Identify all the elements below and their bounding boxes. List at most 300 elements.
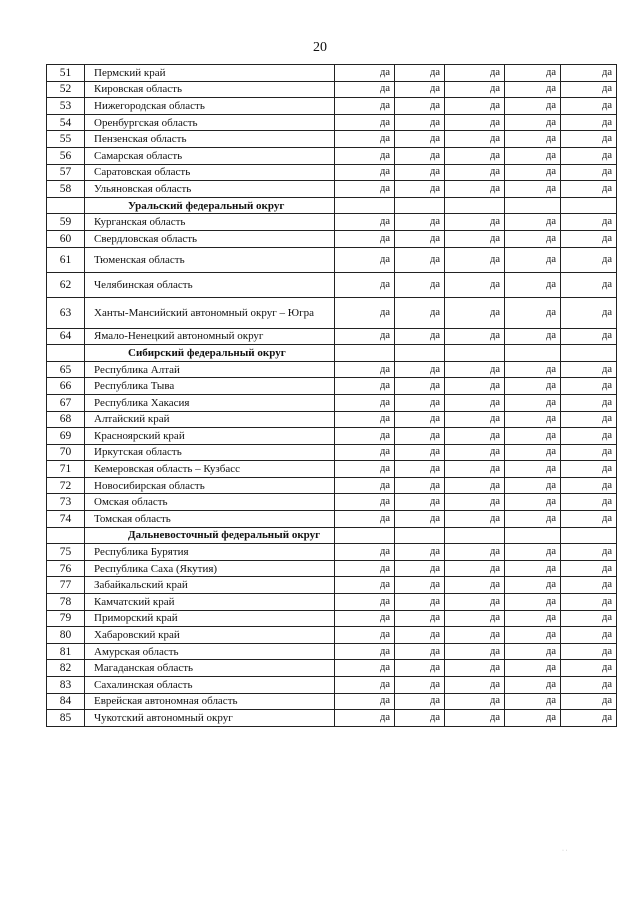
row-number: 76: [47, 560, 85, 577]
value-cell: да: [445, 98, 505, 115]
region-name: Иркутская область: [85, 444, 335, 461]
value-cell: да: [445, 164, 505, 181]
value-cell: да: [445, 328, 505, 345]
region-name: Нижегородская область: [85, 98, 335, 115]
value-cell: да: [445, 660, 505, 677]
table-row: [47, 114, 617, 131]
value-cell: да: [395, 411, 445, 428]
value-cell: да: [561, 461, 617, 478]
value-cell: да: [561, 114, 617, 131]
value-cell: да: [505, 247, 561, 272]
value-cell: да: [335, 544, 395, 561]
value-cell: да: [505, 660, 561, 677]
row-number: 65: [47, 361, 85, 378]
value-cell: да: [561, 81, 617, 98]
value-cell: да: [335, 444, 395, 461]
value-cell: да: [505, 627, 561, 644]
table-row: [47, 378, 617, 395]
value-cell: да: [505, 494, 561, 511]
value-cell: да: [335, 394, 395, 411]
value-cell: да: [445, 247, 505, 272]
value-cell: да: [395, 560, 445, 577]
table-row: [47, 247, 617, 272]
value-cell: да: [445, 230, 505, 247]
value-cell: да: [335, 98, 395, 115]
row-number: 59: [47, 214, 85, 231]
region-name: Пензенская область: [85, 131, 335, 148]
value-cell: да: [395, 627, 445, 644]
value-cell: да: [335, 272, 395, 297]
regions-table-body: [47, 65, 617, 727]
value-cell: да: [335, 594, 395, 611]
table-row: [47, 65, 617, 82]
value-cell: да: [395, 81, 445, 98]
row-number: 66: [47, 378, 85, 395]
value-cell: да: [395, 230, 445, 247]
table-row: [47, 98, 617, 115]
value-cell: да: [505, 577, 561, 594]
value-cell: да: [561, 147, 617, 164]
value-cell: да: [561, 444, 617, 461]
value-cell: да: [445, 65, 505, 82]
section-empty-cell: [395, 527, 445, 544]
regions-table: [46, 64, 617, 727]
table-row: [47, 594, 617, 611]
row-number: 64: [47, 328, 85, 345]
value-cell: да: [561, 247, 617, 272]
value-cell: да: [561, 394, 617, 411]
row-number: 57: [47, 164, 85, 181]
section-header-row: [47, 527, 617, 544]
section-empty-cell: [395, 197, 445, 214]
value-cell: да: [505, 594, 561, 611]
value-cell: да: [505, 297, 561, 328]
value-cell: да: [395, 643, 445, 660]
value-cell: да: [395, 594, 445, 611]
region-name: Приморский край: [85, 610, 335, 627]
value-cell: да: [445, 394, 505, 411]
value-cell: да: [395, 610, 445, 627]
value-cell: да: [561, 98, 617, 115]
value-cell: да: [445, 610, 505, 627]
value-cell: да: [395, 114, 445, 131]
row-number: 60: [47, 230, 85, 247]
value-cell: да: [445, 693, 505, 710]
row-number: 77: [47, 577, 85, 594]
table-row: [47, 494, 617, 511]
row-number: 84: [47, 693, 85, 710]
region-name: Республика Алтай: [85, 361, 335, 378]
value-cell: да: [505, 610, 561, 627]
value-cell: да: [335, 361, 395, 378]
value-cell: да: [395, 494, 445, 511]
value-cell: да: [561, 272, 617, 297]
table-row: [47, 81, 617, 98]
value-cell: да: [335, 477, 395, 494]
value-cell: да: [561, 328, 617, 345]
row-number: 82: [47, 660, 85, 677]
value-cell: да: [445, 461, 505, 478]
value-cell: да: [445, 594, 505, 611]
row-number: 83: [47, 677, 85, 694]
table-row: [47, 643, 617, 660]
scan-artifact: · ·: [562, 848, 568, 854]
value-cell: да: [335, 247, 395, 272]
value-cell: да: [445, 494, 505, 511]
value-cell: да: [505, 147, 561, 164]
table-row: [47, 214, 617, 231]
value-cell: да: [505, 272, 561, 297]
section-empty-cell: [335, 197, 395, 214]
value-cell: да: [335, 147, 395, 164]
value-cell: да: [445, 710, 505, 727]
value-cell: да: [335, 511, 395, 528]
region-name: Новосибирская область: [85, 477, 335, 494]
section-empty-cell: [561, 527, 617, 544]
value-cell: да: [505, 181, 561, 198]
region-name: Забайкальский край: [85, 577, 335, 594]
value-cell: да: [395, 272, 445, 297]
row-number: 63: [47, 297, 85, 328]
value-cell: да: [445, 477, 505, 494]
row-number: 55: [47, 131, 85, 148]
row-number: 53: [47, 98, 85, 115]
region-name: Омская область: [85, 494, 335, 511]
table-row: [47, 710, 617, 727]
value-cell: да: [445, 560, 505, 577]
table-row: [47, 428, 617, 445]
value-cell: да: [561, 544, 617, 561]
row-number: 73: [47, 494, 85, 511]
row-number: 75: [47, 544, 85, 561]
value-cell: да: [335, 627, 395, 644]
value-cell: да: [395, 328, 445, 345]
value-cell: да: [445, 643, 505, 660]
value-cell: да: [445, 297, 505, 328]
value-cell: да: [561, 65, 617, 82]
section-empty-cell: [561, 197, 617, 214]
table-row: [47, 511, 617, 528]
value-cell: да: [445, 131, 505, 148]
value-cell: да: [561, 577, 617, 594]
row-number: 85: [47, 710, 85, 727]
value-cell: да: [505, 230, 561, 247]
row-number: 62: [47, 272, 85, 297]
value-cell: да: [561, 627, 617, 644]
value-cell: да: [335, 494, 395, 511]
value-cell: да: [395, 693, 445, 710]
row-number: 80: [47, 627, 85, 644]
region-name: Сахалинская область: [85, 677, 335, 694]
table-row: [47, 660, 617, 677]
region-name: Томская область: [85, 511, 335, 528]
value-cell: да: [395, 710, 445, 727]
section-num-cell: [47, 197, 85, 214]
row-number: 74: [47, 511, 85, 528]
value-cell: да: [335, 131, 395, 148]
value-cell: да: [445, 81, 505, 98]
value-cell: да: [561, 361, 617, 378]
row-number: 54: [47, 114, 85, 131]
value-cell: да: [505, 511, 561, 528]
value-cell: да: [395, 660, 445, 677]
table-row: [47, 577, 617, 594]
value-cell: да: [505, 394, 561, 411]
section-empty-cell: [445, 345, 505, 362]
value-cell: да: [445, 114, 505, 131]
section-empty-cell: [445, 527, 505, 544]
value-cell: да: [505, 65, 561, 82]
value-cell: да: [395, 164, 445, 181]
region-name: Республика Хакасия: [85, 394, 335, 411]
value-cell: да: [505, 81, 561, 98]
value-cell: да: [445, 411, 505, 428]
value-cell: да: [561, 428, 617, 445]
value-cell: да: [395, 577, 445, 594]
value-cell: да: [505, 461, 561, 478]
value-cell: да: [561, 494, 617, 511]
row-number: 58: [47, 181, 85, 198]
section-empty-cell: [561, 345, 617, 362]
value-cell: да: [505, 477, 561, 494]
table-row: [47, 164, 617, 181]
region-name: Республика Тыва: [85, 378, 335, 395]
value-cell: да: [395, 247, 445, 272]
value-cell: да: [335, 560, 395, 577]
value-cell: да: [395, 511, 445, 528]
value-cell: да: [445, 444, 505, 461]
region-name: Челябинская область: [85, 272, 335, 297]
region-name: Ямало-Ненецкий автономный округ: [85, 328, 335, 345]
table-row: [47, 477, 617, 494]
table-row: [47, 272, 617, 297]
value-cell: да: [561, 230, 617, 247]
section-empty-cell: [505, 197, 561, 214]
section-title: Сибирский федеральный округ: [85, 345, 335, 362]
value-cell: да: [445, 361, 505, 378]
row-number: 81: [47, 643, 85, 660]
region-name: Саратовская область: [85, 164, 335, 181]
value-cell: да: [505, 164, 561, 181]
value-cell: да: [561, 214, 617, 231]
value-cell: да: [395, 428, 445, 445]
value-cell: да: [505, 378, 561, 395]
section-num-cell: [47, 345, 85, 362]
table-row: [47, 610, 617, 627]
region-name: Алтайский край: [85, 411, 335, 428]
value-cell: да: [445, 272, 505, 297]
value-cell: да: [445, 577, 505, 594]
value-cell: да: [335, 328, 395, 345]
value-cell: да: [395, 677, 445, 694]
value-cell: да: [505, 444, 561, 461]
table-row: [47, 677, 617, 694]
value-cell: да: [561, 693, 617, 710]
row-number: 70: [47, 444, 85, 461]
value-cell: да: [445, 378, 505, 395]
value-cell: да: [445, 181, 505, 198]
value-cell: да: [561, 677, 617, 694]
section-num-cell: [47, 527, 85, 544]
value-cell: да: [395, 378, 445, 395]
value-cell: да: [395, 394, 445, 411]
value-cell: да: [335, 181, 395, 198]
region-name: Хабаровский край: [85, 627, 335, 644]
section-header-row: [47, 197, 617, 214]
page-number: 20: [313, 40, 327, 55]
value-cell: да: [505, 328, 561, 345]
region-name: Амурская область: [85, 643, 335, 660]
value-cell: да: [561, 297, 617, 328]
value-cell: да: [395, 477, 445, 494]
section-empty-cell: [505, 345, 561, 362]
region-name: Пермский край: [85, 65, 335, 82]
row-number: 68: [47, 411, 85, 428]
region-name: Курганская область: [85, 214, 335, 231]
value-cell: да: [395, 214, 445, 231]
value-cell: да: [395, 65, 445, 82]
table-row: [47, 181, 617, 198]
value-cell: да: [335, 660, 395, 677]
table-row: [47, 147, 617, 164]
value-cell: да: [395, 181, 445, 198]
value-cell: да: [561, 710, 617, 727]
value-cell: да: [445, 544, 505, 561]
region-name: Ханты-Мансийский автономный округ – Югра: [85, 297, 335, 328]
value-cell: да: [505, 411, 561, 428]
row-number: 72: [47, 477, 85, 494]
value-cell: да: [335, 378, 395, 395]
value-cell: да: [505, 643, 561, 660]
region-name: Магаданская область: [85, 660, 335, 677]
value-cell: да: [395, 147, 445, 164]
value-cell: да: [335, 710, 395, 727]
value-cell: да: [395, 444, 445, 461]
row-number: 56: [47, 147, 85, 164]
value-cell: да: [335, 230, 395, 247]
value-cell: да: [335, 693, 395, 710]
value-cell: да: [395, 461, 445, 478]
value-cell: да: [505, 114, 561, 131]
section-empty-cell: [395, 345, 445, 362]
table-row: [47, 560, 617, 577]
value-cell: да: [561, 477, 617, 494]
value-cell: да: [335, 65, 395, 82]
value-cell: да: [395, 98, 445, 115]
row-number: 67: [47, 394, 85, 411]
table-row: [47, 361, 617, 378]
table-row: [47, 411, 617, 428]
section-title: Уральский федеральный округ: [85, 197, 335, 214]
value-cell: да: [395, 297, 445, 328]
value-cell: да: [335, 428, 395, 445]
region-name: Свердловская область: [85, 230, 335, 247]
value-cell: да: [561, 378, 617, 395]
region-name: Чукотский автономный округ: [85, 710, 335, 727]
value-cell: да: [561, 594, 617, 611]
table-row: [47, 394, 617, 411]
value-cell: да: [561, 610, 617, 627]
value-cell: да: [335, 214, 395, 231]
row-number: 51: [47, 65, 85, 82]
table-row: [47, 461, 617, 478]
region-name: Тюменская область: [85, 247, 335, 272]
value-cell: да: [561, 511, 617, 528]
section-title: Дальневосточный федеральный округ: [85, 527, 335, 544]
value-cell: да: [505, 131, 561, 148]
value-cell: да: [335, 81, 395, 98]
value-cell: да: [445, 428, 505, 445]
row-number: 61: [47, 247, 85, 272]
section-header-row: [47, 345, 617, 362]
value-cell: да: [505, 214, 561, 231]
value-cell: да: [505, 544, 561, 561]
table-row: [47, 230, 617, 247]
section-empty-cell: [505, 527, 561, 544]
section-empty-cell: [335, 527, 395, 544]
region-name: Самарская область: [85, 147, 335, 164]
region-name: Республика Бурятия: [85, 544, 335, 561]
value-cell: да: [445, 147, 505, 164]
region-name: Кемеровская область – Кузбасс: [85, 461, 335, 478]
value-cell: да: [505, 361, 561, 378]
value-cell: да: [505, 560, 561, 577]
table-row: [47, 627, 617, 644]
value-cell: да: [335, 610, 395, 627]
section-empty-cell: [335, 345, 395, 362]
value-cell: да: [561, 411, 617, 428]
value-cell: да: [561, 131, 617, 148]
region-name: Камчатский край: [85, 594, 335, 611]
value-cell: да: [505, 677, 561, 694]
table-row: [47, 297, 617, 328]
value-cell: да: [505, 428, 561, 445]
row-number: 78: [47, 594, 85, 611]
table-row: [47, 693, 617, 710]
region-name: Оренбургская область: [85, 114, 335, 131]
table-row: [47, 131, 617, 148]
value-cell: да: [561, 181, 617, 198]
region-name: Кировская область: [85, 81, 335, 98]
value-cell: да: [505, 98, 561, 115]
value-cell: да: [335, 461, 395, 478]
value-cell: да: [335, 643, 395, 660]
row-number: 79: [47, 610, 85, 627]
value-cell: да: [561, 660, 617, 677]
table-row: [47, 444, 617, 461]
value-cell: да: [561, 560, 617, 577]
table-row: [47, 544, 617, 561]
region-name: Ульяновская область: [85, 181, 335, 198]
value-cell: да: [395, 544, 445, 561]
value-cell: да: [445, 214, 505, 231]
row-number: 69: [47, 428, 85, 445]
row-number: 71: [47, 461, 85, 478]
value-cell: да: [505, 710, 561, 727]
value-cell: да: [561, 164, 617, 181]
region-name: Красноярский край: [85, 428, 335, 445]
table-row: [47, 328, 617, 345]
value-cell: да: [445, 677, 505, 694]
value-cell: да: [335, 411, 395, 428]
section-empty-cell: [445, 197, 505, 214]
value-cell: да: [335, 164, 395, 181]
value-cell: да: [445, 627, 505, 644]
value-cell: да: [395, 131, 445, 148]
value-cell: да: [335, 577, 395, 594]
value-cell: да: [335, 114, 395, 131]
value-cell: да: [561, 643, 617, 660]
